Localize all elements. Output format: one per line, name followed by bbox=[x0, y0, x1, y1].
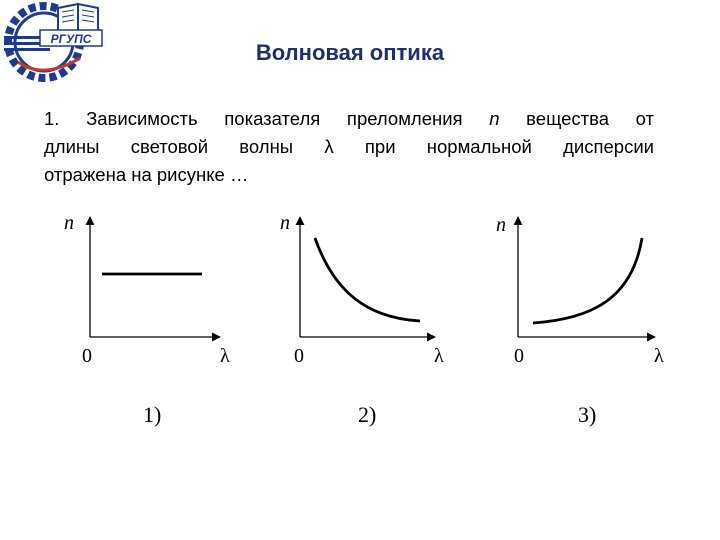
graph-1 bbox=[64, 212, 230, 367]
question-line-2-start: длины световой волны bbox=[44, 136, 325, 157]
variable-lambda: λ bbox=[324, 136, 334, 157]
question-line-2-end: при нормальной дисперсии bbox=[333, 136, 655, 157]
question-line-1-start: 1. Зависимость показателя преломления bbox=[44, 108, 490, 129]
question-text bbox=[44, 105, 654, 189]
graph-3-y-label: n bbox=[496, 214, 506, 236]
question-line-1 bbox=[44, 105, 654, 133]
answer-option-2[interactable]: 2) bbox=[358, 402, 377, 427]
answer-option-1[interactable]: 1) bbox=[143, 402, 162, 427]
question-line-1-end: вещества от bbox=[499, 108, 654, 129]
graph-3-origin-label: 0 bbox=[514, 345, 524, 367]
variable-n: n bbox=[489, 108, 500, 129]
graph-3 bbox=[496, 214, 664, 367]
graph-1-y-label: n bbox=[64, 212, 74, 234]
answer-option-3[interactable]: 3) bbox=[578, 402, 597, 427]
graph-2-x-label: λ bbox=[434, 345, 444, 367]
graph-2-origin-label: 0 bbox=[294, 345, 304, 367]
page-title: Волновая оптика bbox=[255, 40, 445, 65]
graph-1-origin-label: 0 bbox=[82, 345, 92, 367]
graph-3-x-label: λ bbox=[654, 345, 664, 367]
rgups-logo bbox=[0, 0, 110, 92]
graph-1-x-label: λ bbox=[220, 345, 230, 367]
logo-text: РГУПС bbox=[50, 32, 92, 46]
graph-3-curve bbox=[533, 238, 642, 323]
graphs-area bbox=[0, 205, 720, 380]
question-line-3: отражена на рисунке … bbox=[44, 164, 249, 185]
graph-2-curve bbox=[315, 238, 420, 321]
question-line-2 bbox=[44, 133, 654, 161]
graph-2 bbox=[280, 212, 444, 367]
graph-2-y-label: n bbox=[280, 212, 290, 234]
